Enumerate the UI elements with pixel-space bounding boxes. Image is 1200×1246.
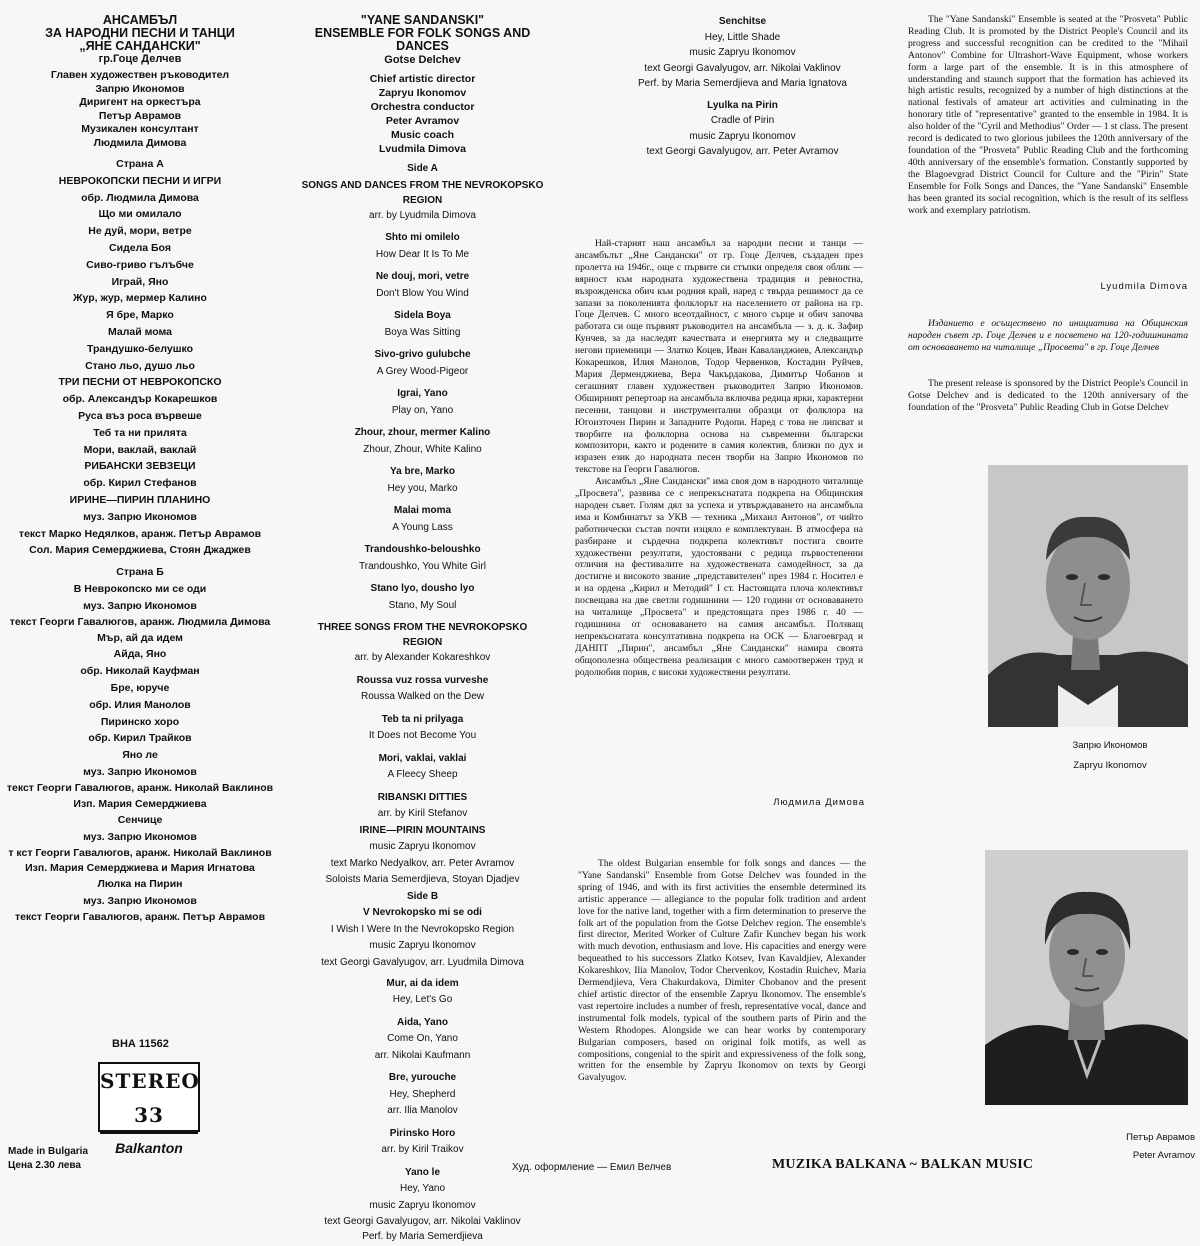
balkanton-stereo-logo: STEREO 33 Balkanton [98,1062,200,1132]
caption-peter-bg: Петър Аврамов [1126,1132,1195,1143]
catalog-number: ВНА 11562 [112,1038,169,1050]
en-header: "YANE SANDANSKI" ENSEMBLE FOR FOLK SONGS AND DANCES [314,13,531,53]
bulgarian-tracklist-column [0,14,280,925]
english-liner-notes-part1: The oldest Bulgarian ensemble for folk songs and dances — the "Yane Sandanski" Ensemble from Gotse Delchev was founded in the spring of 1946, and with its first activities the ensemble determined its artistic apperance — allegiance to the popular folk tradition and ardent love for the native land, together with a firm determination to preserve the folk art of the population from the Gotse Delchev region. The ensemble's first director, Merited Worker of Culture Zafir Kunchev began his work with much devotion, enthusiasm and love. His capacities and energy were bequeathed to his successors Zlatko Kotsev, Ivan Kavaldjiev, Alexander Kokareshkov, Ilia Manolov, Todor Chervenkov, Kostadin Ruichev, Maria Dermendjieva, Vera Chakurdakova, Dimiter Chobanov and the present chief artistic director of the ensemble Zapryu Ikonomov. The ensemble's vast repertoire includes a number of fresh, representative vocal, dance and instrumental folk models, typical of the southern parts of Pirin and the Western Rhodopes. Alongside we can hear works by contemporary Bulgarian composers, based on original folk motifs, as well as compositions, congenial to the spirit and expressiveness of the folk song, written for the ensemble by Zapryu Ikonomov on texts by Georgi Gavalyugov. [578,858,866,1084]
bg-header: АНСАМБЪЛ ЗА НАРОДНИ ПЕСНИ И ТАНЦИ „ЯНЕ САНДАНСКИ" гр.Гоце Делчев [45,13,235,65]
bg-track-list: Страна А НЕВРОКОПСКИ ПЕСНИ И ИГРИ обр. Людмила Димова Що ми омилало Не дуй, мори, ветре Сидела Боя Сиво-гриво гълъбче Играй, Яно Жур, жур, мермер Калино Я бре, Марко Малай мома Трандушко-белушко Стано льо, душо льо ТРИ ПЕСНИ ОТ НЕВРОКОПСКО обр. Александър Кокарешков Руса въз роса вървеше Теб та ни прилята Мори, ваклай, ваклай РИБАНСКИ ЗЕВЗЕЦИ обр. Кирил Стефанов ИРИНЕ—ПИРИН ПЛАНИНО муз. Запрю Икономов текст Марко Недялков, аранж. Петър Аврамов Сол. Мария Семерджиева, Стоян Джаджев Страна Б В Неврокопско ми се оди муз. Запрю Икономов текст Георги Гавалюгов, аранж. Людмила Димова Мър, ай да идем Айда, Яно обр. Николай Кауфман Бре, юруче обр. Илия Манолов Пиринско хоро обр. Кирил Трайков Яно ле муз. Запрю Икономов текст Георги Гавалюгов, аранж. Николай Ваклинов Изп. Мария Семерджиева Сенчице муз. Запрю Икономов т кст Георги Гавалюгов, аранж. Николай Ваклинов Изп. Мария Семерджиева и Мария Игнатова Люлка на Пирин муз. Запрю Икономов текст Георги Гавалюгов, аранж. Петър Аврамов [6,158,274,923]
watermark: MUZIKA BALKANA ~ BALKAN MUSIC [772,1157,1034,1172]
portrait-zapryu-graphic [988,465,1188,727]
en-credits: Chief artistic director Zapryu Ikonomov Orchestra conductor Peter Avramov Music coach Lvudmila Dimova [369,73,476,155]
side-b-continued: Senchitse Hey, Little Shade music Zapryu Ikonomov text Georgi Gavalyugov, arr. Nikolai Vaklinov Perf. by Maria Semerdjieva and Maria Ignatova Lyulka na Pirin Cradle of Pirin music Zapryu Ikonomov text Georgi Gavalyugov, arr. Peter Avramov [638,16,847,157]
made-in-bulgaria: Made in Bulgaria [8,1146,89,1157]
portrait-peter-avramov [985,850,1188,1105]
en-track-list: Side A SONGS AND DANCES FROM THE NEVROKOPSKO REGION arr. by Lyudmila Dimova Shto mi omilelo How Dear It Is To Me Ne douj, mori, vetre Don't Blow You Wind Sidela Boya Boya Was Sitting Sivo-grivo gulubche A Grey Wood-Pigeor Igrai, Yano Play on, Yano Zhour, zhour, mermer Kalino Zhour, Zhour, White Kalino Ya bre, Marko Hey you, Marko Malai moma A Young Lass Trandoushko-beloushko Trandoushko, You White Girl Stano lyo, dousho lyo Stano, My Soul THREE SONGS FROM THE NEVROKOPSKO REGION arr. by Alexander Kokareshkov Roussa vuz rossa vurveshe Roussa Walked on the Dew Teb ta ni prilyaga It Does not Become You Mori, vaklai, vaklai A Fleecy Sheep RIBANSKI DITTIES arr. by Kiril Stefanov IRINE—PIRIN MOUNTAINS music Zapryu Ikonomov text Marko Nedyalkov, arr. Peter Avramov Soloists Maria Semerdjieva, Stoyan Djadjev Side B V Nevrokopsko mi se odi I Wish I Were In the Nevrokopsko Region music Zapryu Ikonomov text Georgi Gavalyugov, arr. Lyudmila Dimova Mur, ai da idem Hey, Let's Go Aida, Yano Come On, Yano arr. Nikolai Kaufmann Bre, yurouche Hey, Shepherd arr. Ilia Manolov Pirinsko Horo arr. by Kiril Traikov Yano le Hey, Yano music Zapryu Ikonomov text Georgi Gavalyugov, arr. Nikolai Vaklinov Perf. by Maria Semerdjieva [301,163,544,1242]
english-liner-notes-part2: The "Yane Sandanski" Ensemble is seated at the "Prosveta" Public Reading Club. It is promoted by the District People's Council and its progress and successful recognition can be credited to the "Mihail Antonov" Combine for Ultrashort-Wave Equipment, whose workers form a large part of the ensemble. It is in this atmosphere of understanding and staunch support that the formation has achieved its high artistic results, recognized by a number of high distinctions at the national festivals of amateur art activities and culminating in the honorary title of "representative" granted to the ensemble in 1984. It is also holder of the "Cyril and Methodius" Order — 1 st class. The present record is dedicated to two glorious jubilees the 120th anniversary of the foundation of the "Prosveta" Public Reading Club and the forthcoming 40th anniversary of the ensemble's formation. Constantly supported by the Blagoevgrad District Council for Culture and the "Pirin" State Ensemble for Folk Songs and Dances, the "Yane Sandanski" Ensemble has been granted its social recognition, which is the result of its selfless work and exemplary patriotism. [908,14,1188,216]
portrait-peter-graphic [985,850,1188,1105]
caption-zapryu-en: Zapryu Ikonomov [1073,760,1147,771]
bg-notes-signature: Людмила Димова [773,797,865,808]
bulgarian-liner-notes: Най-старият наш ансамбъл за народни песни и танци — ансамбълът „Яне Сандански" от гр. Гоце Делчев, създаден през пролетта на 1946г., още с първите си стъпки определя своя облик — вярност към народната художествена традиция и ревностна, възрожденска обич към родния край, наред с твърда решимост да се запази за поколенията фолклорът на населението от района на гр. Гоце Делчев. С много всеотдайност, с много сърце и обич започва работата си още първият ръководител на ансамбъла — з. д. к. Зафир Кунчев, за да наследят качествата и енергията му и следващите негови приемници — Златко Коцев, Иван Каваланджиев, Александър Кокарешков, Илия Манолов, Тодор Червенков, Костадин Руйчев, Мария Дерменджиева, Вера Чакърдакова, Димитър Чобанов и сегашният главен художествен ръководител Запрю Икономов. Обширният репертоар на ансамбъла включва редица ярки, характерни песенни, танцови и инструментални образци от фолклора на Югоизточен Пирин и Западните Родопи. Наред с това не липсват и творбите на фолклорна основа на съвременни български композитори, както и родените в самия колектив, близки по дух и изразен език до народната песен творби на Запрю Икономов по текстове на Георги Гавалюгов. Ансамбъл „Яне Сандански" има своя дом в народното читалище „Просвета", развива се с непрекъснатата подкрепа на Общинския народен съвет. Голям дял за успеха и утвърждаването на ансамбъла има и Комбинатът за УКВ — техника „Михаил Антонов", от чийто работнически състав почти изцяло е комплектуван. В атмосфера на разбиране и сърдечна подкрепа колективът постига своите художествени резултати, удостоявани с редица първостепенни отличия на фестивалите на художествената самодейност, за да достигне и високото звание „представителен" през 1984 г. Носител е и на ордена „Кирил и Методий" I ст. Настоящата плоча колективът посвещава на две светли годишнини — 120 години от основаването на читалище „Просвета" и предстоящата през 1986 г. 40 — годишнина от основаването на самия ансамбъл. Ползващ непрекъснатата консултативна подкрепа на ОСК — Благоевград и ДАНПТ „Пирин", ансамбъл „Яне Сандански" намира своята общополезна обществена реализация с много самоотвержен труд и родолюбив порив, с високи художествени резултати. [575,238,864,678]
english-tracklist-column [300,14,545,1246]
bg-credits: Главен художествен ръководител Запрю Икономов Диригент на оркестъра Петър Аврамов Музикален консултант Людмила Димова [50,69,230,149]
en-town: Gotse Delchev [384,54,461,66]
portrait-zapryu-ikonomov [988,465,1188,727]
design-credit: Худ. оформление — Емил Велчев [512,1162,672,1173]
en-sponsor-note: The present release is sponsored by the District People's Council in Gotse Delchev and is dedicated to the 120th anniversary of the foundation of the "Prosveta" Public Reading Club in Gotse Delchev [908,378,1188,413]
caption-zapryu-bg: Запрю Икономов [1072,740,1148,751]
bg-sponsor-note: Изданието е осъществено по инициатива на Общинския народен съвет гр. Гоце Делчев и е посветено на 120-годишнината от основаването на читалище „Просвета" в гр. Гоце Делчев [908,318,1188,353]
en-notes-signature: Lyudmila Dimova [1100,281,1188,292]
price: Цена 2.30 лева [8,1160,81,1171]
caption-peter-en: Peter Avramov [1132,1150,1195,1161]
